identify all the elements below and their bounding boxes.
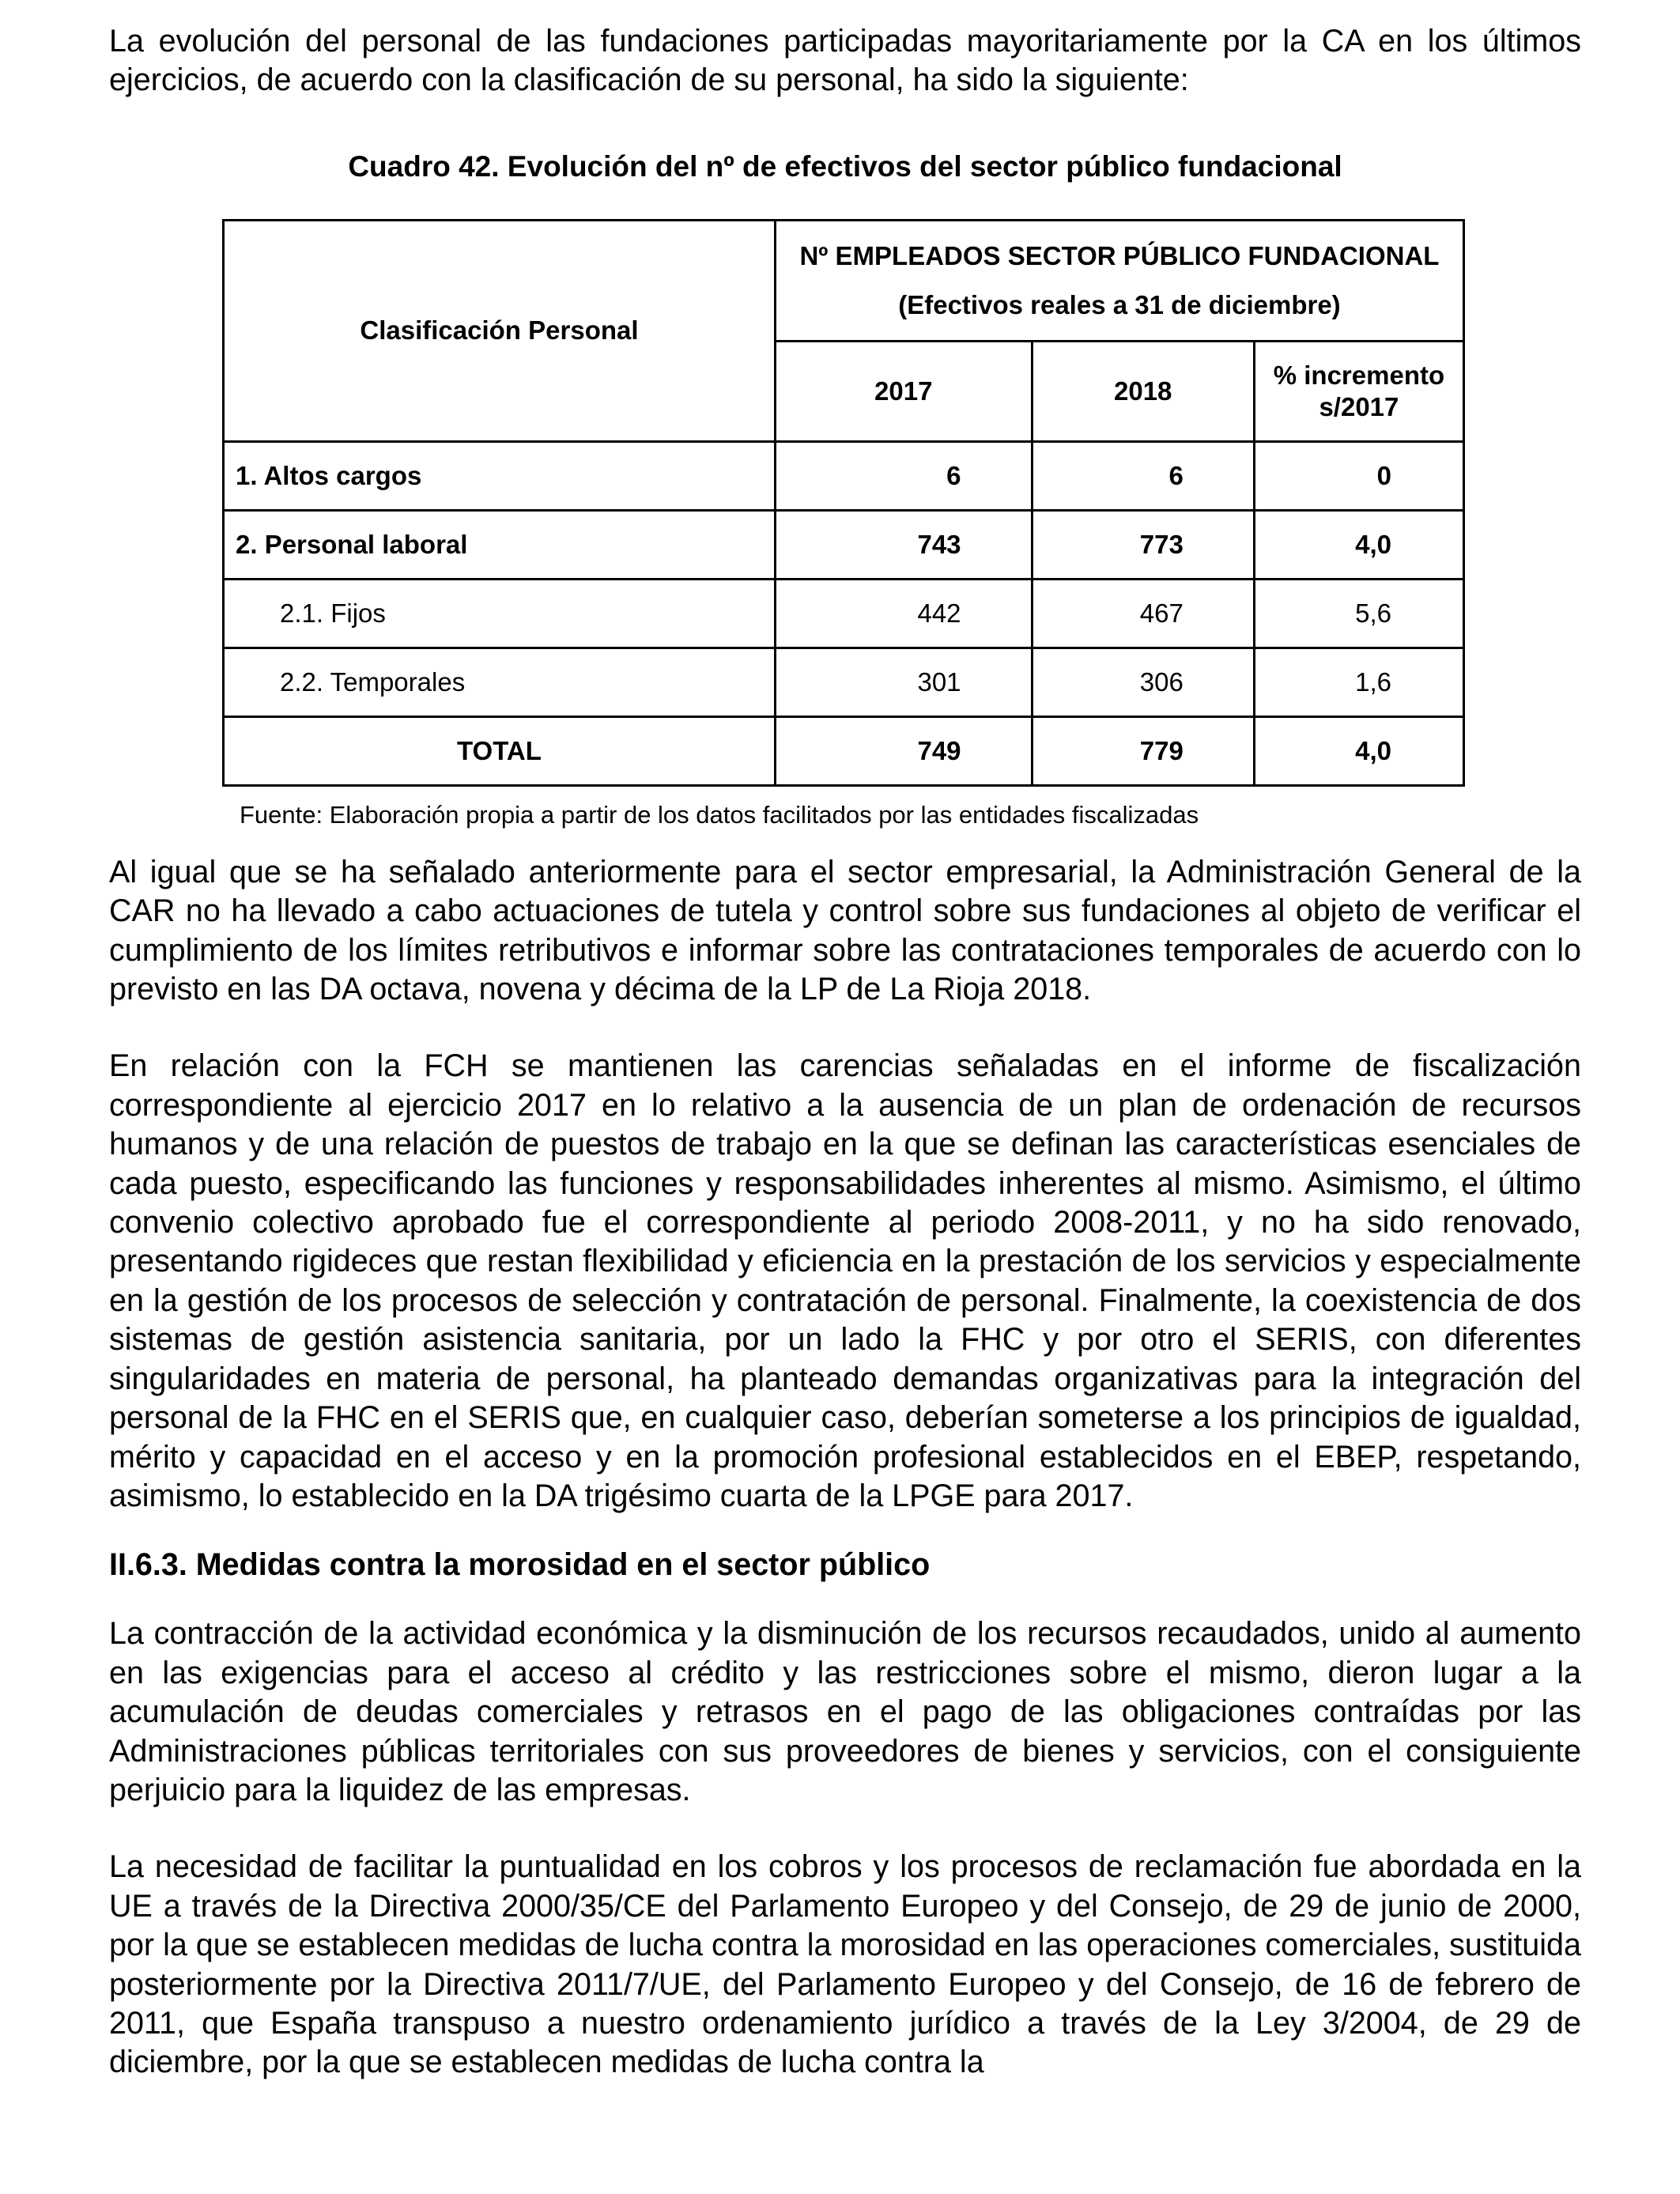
table-row: [224, 648, 1464, 716]
table-row-total: [224, 716, 1464, 785]
header-group-line1: Nº EMPLEADOS SECTOR PÚBLICO FUNDACIONAL: [799, 240, 1440, 270]
header-pct-line1: % incremento: [1273, 360, 1445, 390]
header-2017: 2017: [775, 341, 1032, 441]
row-value-pct: 4,0: [1254, 510, 1463, 579]
row-label: 2.1. Fijos: [224, 579, 776, 648]
table-row: [224, 579, 1464, 648]
paragraph-2: Al igual que se ha señalado anteriormente para el sector empresarial, la Administración General de la CAR no ha llevado a cabo actuaciones de tutela y control sobre sus fundaciones al objeto de verificar el cumplimiento de los límites retributivos e informar sobre las contrataciones temporales de acuerdo con lo previsto en las DA octava, novena y décima de la LP de La Rioja 2018.: [109, 854, 1581, 1007]
personnel-table: [222, 219, 1465, 787]
row-value-2017: 743: [775, 510, 1032, 579]
intro-paragraph: La evolución del personal de las fundaciones participadas mayoritariamente por la CA en los últimos ejercicios, de acuerdo con la clasificación de su personal, ha sido la siguiente:: [109, 24, 1581, 98]
row-value-2018: 6: [1032, 441, 1254, 510]
table-header-row-1: [224, 220, 1464, 341]
header-pct: [1254, 341, 1463, 441]
row-value-2018: 306: [1032, 648, 1254, 716]
row-label: TOTAL: [224, 716, 776, 785]
row-label: 2.2. Temporales: [224, 648, 776, 716]
paragraph-5: La necesidad de facilitar la puntualidad en los cobros y los procesos de reclamación fue abordada en la UE a través de la Directiva 2000/35/CE del Parlamento Europeo y del Consejo, de 29 de junio de 2000, por la que se establecen medidas de lucha contra la morosidad en las operaciones comerciales, sustituida posteriormente por la Directiva 2011/7/UE, del Parlamento Europeo y del Consejo, de 16 de febrero de 2011, que España transpuso a nuestro ordenamiento jurídico a través de la Ley 3/2004, de 29 de diciembre, por la que se establecen medidas de lucha contra la: [109, 1849, 1581, 2080]
table-caption: Cuadro 42. Evolución del nº de efectivos del sector público fundacional: [348, 149, 1342, 183]
header-group: [775, 220, 1463, 341]
paragraph-3: En relación con la FCH se mantienen las carencias señaladas en el informe de fiscalización correspondiente al ejercicio 2017 en lo relativo a la ausencia de un plan de ordenación de recursos humanos y de una relación de puestos de trabajo en la que se definan las características esenciales de cada puesto, especificando las funciones y responsabilidades inherentes al mismo. Asimismo, el último convenio colectivo aprobado fue el correspondiente al periodo 2008-2011, y no ha sido renovado, presentando rigideces que restan flexibilidad y eficiencia en la prestación de los servicios y especialmente en la gestión de los procesos de selección y contratación de personal. Finalmente, la coexistencia de dos sistemas de gestión asistencia sanitaria, por un lado la FHC y por otro el SERIS, con diferentes singularidades en materia de personal, ha planteado demandas organizativas para la integración del personal de la FHC en el SERIS que, en cualquier caso, deberían someterse a los principios de igualdad, mérito y capacidad en el acceso y en la promoción profesional establecidos en el EBEP, respetando, asimismo, lo establecido en la DA trigésimo cuarta de la LPGE para 2017.: [109, 1048, 1581, 1513]
row-value-2017: 301: [775, 648, 1032, 716]
row-value-pct: 5,6: [1254, 579, 1463, 648]
header-classification: Clasificación Personal: [224, 220, 776, 441]
row-value-pct: 0: [1254, 441, 1463, 510]
header-pct-line2: s/2017: [1319, 391, 1399, 421]
row-label: 1. Altos cargos: [224, 441, 776, 510]
row-value-2017: 442: [775, 579, 1032, 648]
row-value-pct: 1,6: [1254, 648, 1463, 716]
section-heading: II.6.3. Medidas contra la morosidad en el sector público: [109, 1547, 931, 1583]
header-group-line2: (Efectivos reales a 31 de diciembre): [898, 289, 1341, 319]
document-page: [109, 22, 1581, 2083]
row-value-2018: 773: [1032, 510, 1254, 579]
table-source: Fuente: Elaboración propia a partir de los datos facilitados por las entidades fiscalizadas: [240, 800, 1199, 829]
row-value-pct: 4,0: [1254, 716, 1463, 785]
table-row: [224, 441, 1464, 510]
row-label: 2. Personal laboral: [224, 510, 776, 579]
row-value-2018: 779: [1032, 716, 1254, 785]
header-2018: 2018: [1032, 341, 1254, 441]
row-value-2017: 6: [775, 441, 1032, 510]
paragraph-4: La contracción de la actividad económica y la disminución de los recursos recaudados, unido al aumento en las exigencias para el acceso al crédito y las restricciones sobre el mismo, dieron lugar a la acumulación de deudas comerciales y retrasos en el pago de las obligaciones contraídas por las Administraciones públicas territoriales con sus proveedores de bienes y servicios, con el consiguiente perjuicio para la liquidez de las empresas.: [109, 1616, 1581, 1807]
row-value-2018: 467: [1032, 579, 1254, 648]
row-value-2017: 749: [775, 716, 1032, 785]
table-row: [224, 510, 1464, 579]
